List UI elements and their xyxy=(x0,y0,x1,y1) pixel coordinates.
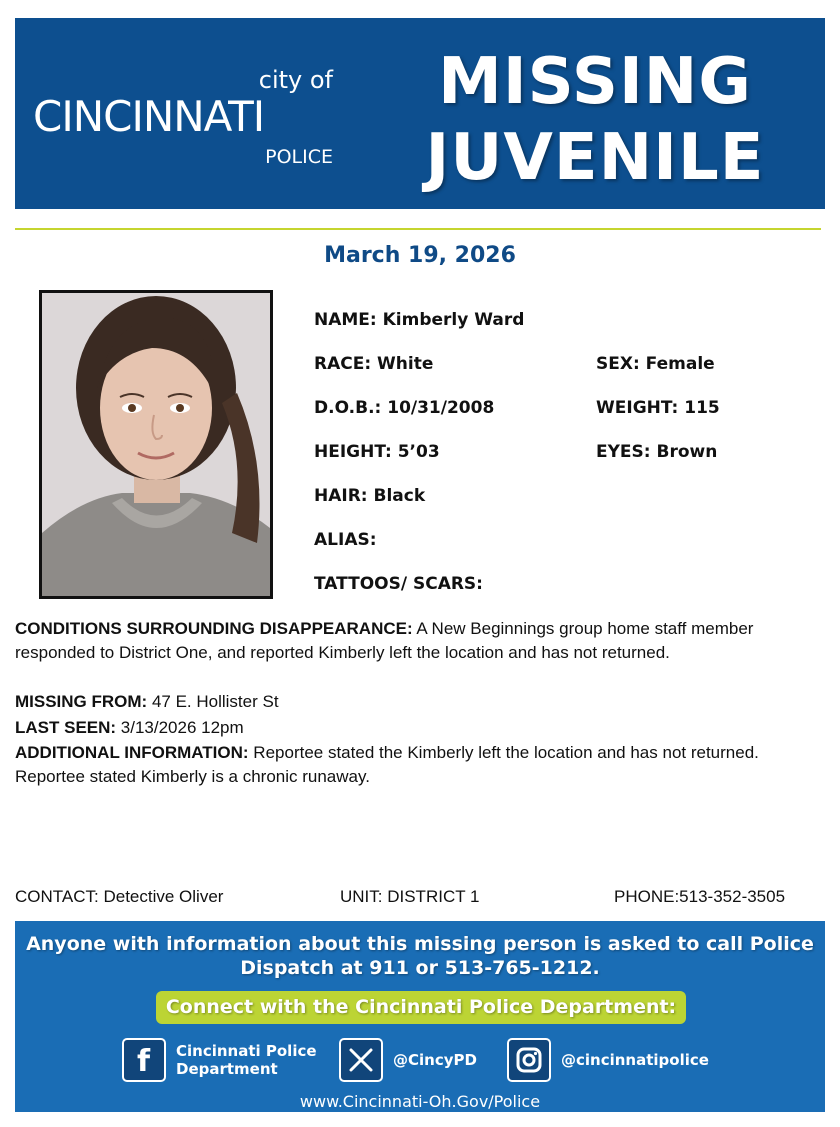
header-banner xyxy=(15,18,825,209)
x-link[interactable] xyxy=(339,1036,477,1084)
contact-phone: PHONE:513-352-3505 xyxy=(614,887,786,906)
field-tattoos-scars: TATTOOS/ SCARS: xyxy=(314,574,483,594)
instagram-handle: @cincinnatipolice xyxy=(561,1051,709,1069)
additional-info-text: Reportee stated the Kimberly left the location and has not returned. Reportee stated Kimberly is a chronic runaway. xyxy=(15,743,759,786)
additional-info-paragraph xyxy=(15,741,830,789)
contact-detective: CONTACT: Detective Oliver xyxy=(15,887,224,906)
logo-police: POLICE xyxy=(265,146,333,168)
instagram-icon xyxy=(507,1038,551,1082)
last-seen-text: 3/13/2026 12pm xyxy=(116,718,244,737)
bulletin-date: March 19, 2026 xyxy=(324,243,516,268)
missing-from-line xyxy=(15,690,830,714)
field-alias: ALIAS: xyxy=(314,530,377,550)
facebook-icon xyxy=(122,1038,166,1082)
call-line-2: Dispatch at 911 or 513-765-1212. xyxy=(240,957,600,979)
field-race: RACE: White xyxy=(314,354,434,374)
cincinnati-police-logo xyxy=(33,66,333,184)
title-juvenile: JUVENILE xyxy=(425,121,765,195)
field-sex: SEX: Female xyxy=(596,354,715,374)
field-dob: D.O.B.: 10/31/2008 xyxy=(314,398,495,418)
connect-banner: Connect with the Cincinnati Police Department: xyxy=(156,991,686,1024)
portrait-illustration xyxy=(42,293,270,596)
x-icon xyxy=(339,1038,383,1082)
field-eyes: EYES: Brown xyxy=(596,442,718,462)
page-title xyxy=(395,44,795,196)
svg-text:f: f xyxy=(137,1045,151,1075)
footer-banner xyxy=(15,921,825,1112)
conditions-label: CONDITIONS SURROUNDING DISAPPEARANCE: xyxy=(15,619,413,638)
call-line-1: Anyone with information about this missing person is asked to call Police xyxy=(26,933,814,955)
missing-from-text: 47 E. Hollister St xyxy=(147,692,279,711)
missing-from-label: MISSING FROM: xyxy=(15,692,148,711)
website-link[interactable]: www.Cincinnati-Oh.Gov/Police xyxy=(299,1092,541,1111)
field-weight: WEIGHT: 115 xyxy=(596,398,720,418)
conditions-paragraph xyxy=(15,617,830,665)
logo-city-of: city of xyxy=(258,66,333,94)
title-missing: MISSING xyxy=(438,45,752,119)
contact-unit: UNIT: DISTRICT 1 xyxy=(340,887,480,906)
facebook-label-line-1: Cincinnati Police xyxy=(176,1042,317,1060)
facebook-label-line-2: Department xyxy=(176,1060,278,1078)
conditions-text: A New Beginnings group home staff member responded to District One, and reported Kimberly left the location and has not returned. xyxy=(15,619,754,662)
last-seen-line xyxy=(15,716,830,740)
divider-rule xyxy=(15,228,821,230)
field-height: HEIGHT: 5’03 xyxy=(314,442,440,462)
instagram-link[interactable] xyxy=(507,1036,709,1084)
facebook-label xyxy=(176,1042,317,1078)
call-to-action xyxy=(15,932,825,980)
subject-photo xyxy=(39,290,273,599)
field-hair: HAIR: Black xyxy=(314,486,426,506)
field-name: NAME: Kimberly Ward xyxy=(314,310,525,330)
additional-info-label: ADDITIONAL INFORMATION: xyxy=(15,743,249,762)
last-seen-label: LAST SEEN: xyxy=(15,718,117,737)
x-handle: @CincyPD xyxy=(393,1051,477,1069)
facebook-link[interactable] xyxy=(122,1036,317,1084)
logo-cincinnati: CINCINNATI xyxy=(33,92,265,141)
